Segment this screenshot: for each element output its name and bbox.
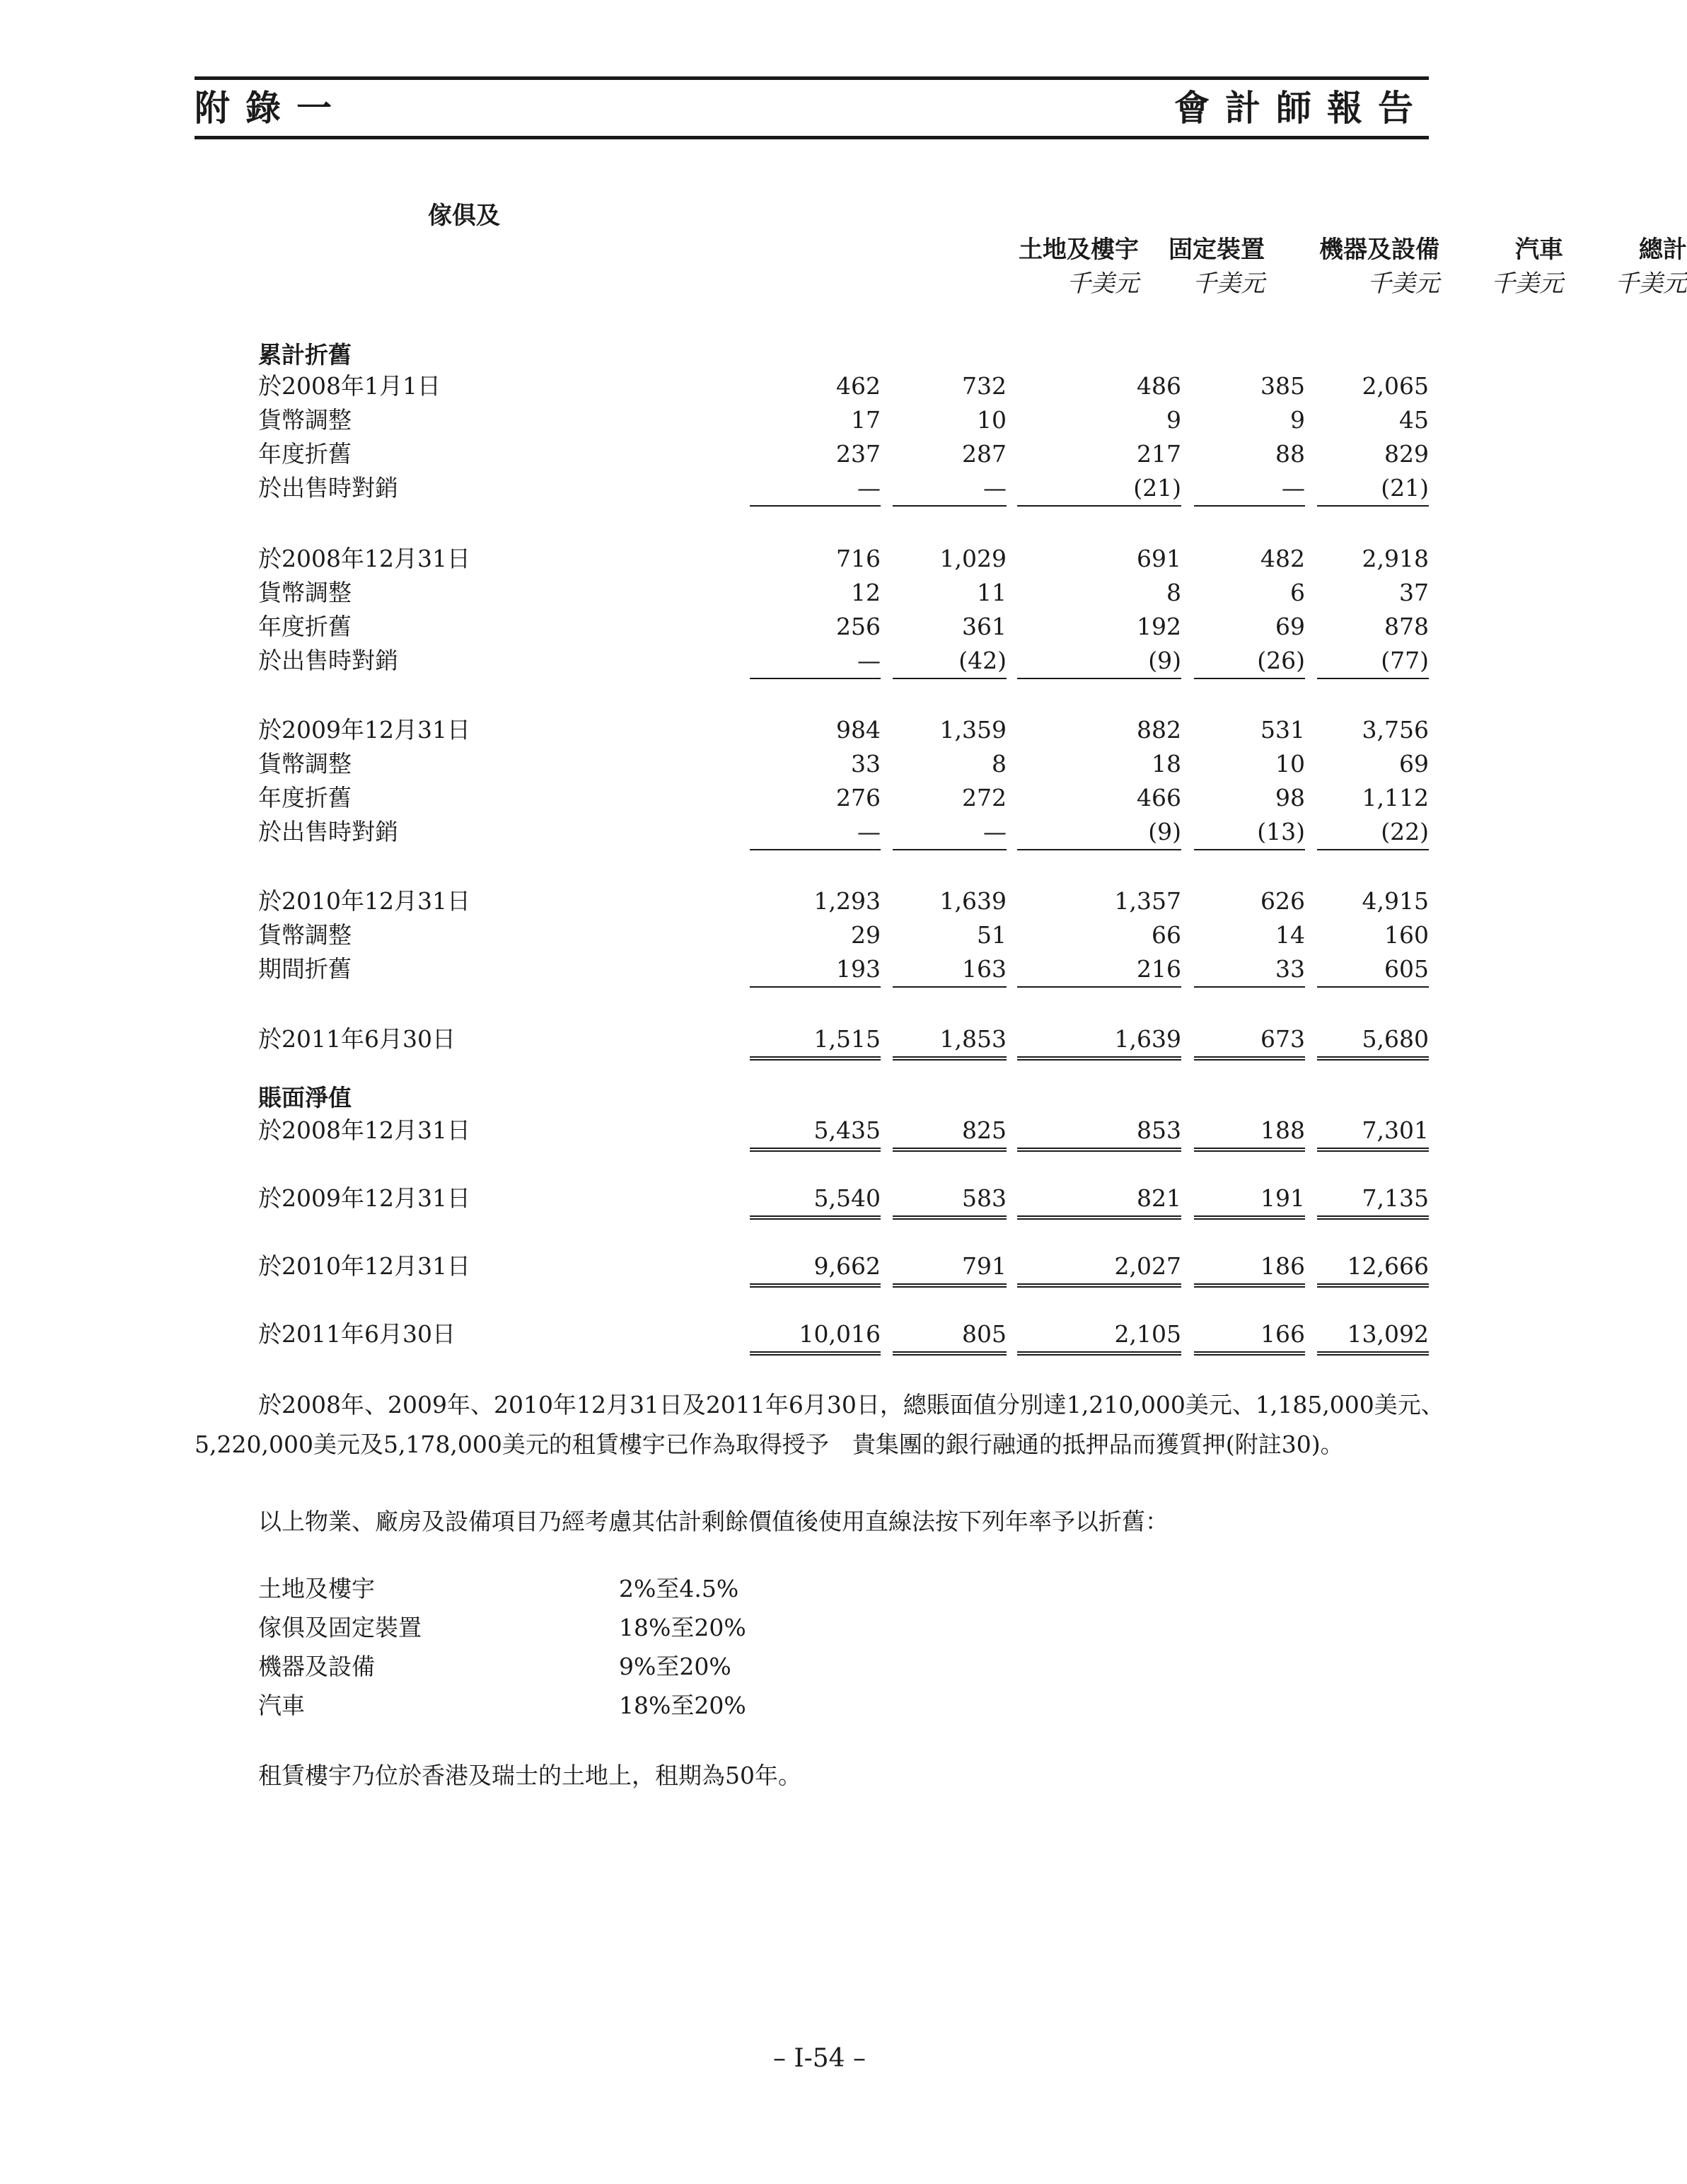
cell-value: 10,016	[750, 1317, 881, 1356]
cell-value: 691	[1137, 545, 1181, 572]
cell-value: 287	[962, 440, 1007, 468]
cell-value: 186	[1194, 1249, 1305, 1288]
table-row	[258, 1249, 1429, 1283]
cell-value: 12	[851, 579, 881, 606]
table-row	[258, 1022, 1429, 1056]
cell-value: 486	[1137, 372, 1181, 400]
row-label: 貨幣調整	[258, 579, 352, 606]
rate-value: 18%至20%	[619, 1692, 746, 1719]
cell-value: 237	[836, 440, 881, 468]
cell-value: 791	[893, 1249, 1007, 1288]
table-row	[258, 644, 1429, 678]
col-unit-land: 千美元	[1067, 270, 1139, 298]
table-row	[258, 1114, 1429, 1148]
rate-value: 9%至20%	[619, 1653, 731, 1680]
cell-value: 605	[1317, 952, 1429, 988]
cell-value: 29	[851, 921, 881, 949]
cell-value: 3,756	[1362, 716, 1429, 744]
table-row	[258, 918, 1429, 952]
table-row	[258, 747, 1429, 781]
cell-value: 33	[851, 750, 881, 778]
row-label: 於2008年1月1日	[258, 372, 441, 400]
cell-value: 9	[1166, 406, 1181, 434]
row-label: 貨幣調整	[258, 921, 352, 949]
cell-value: 192	[1137, 613, 1181, 640]
row-label: 於2009年12月31日	[258, 716, 470, 744]
row-label: 於出售時對銷	[258, 818, 398, 845]
row-label: 於2008年12月31日	[258, 1116, 470, 1144]
cell-value: 10	[977, 406, 1007, 434]
cell-value: 33	[1194, 952, 1305, 988]
col-unit-machinery: 千美元	[1367, 270, 1439, 298]
cell-value: 1,515	[750, 1022, 881, 1061]
cell-value: (9)	[1017, 815, 1181, 850]
row-label: 於2008年12月31日	[258, 545, 470, 572]
cell-value: 1,293	[813, 887, 881, 915]
cell-value: 878	[1384, 613, 1429, 640]
table-row	[258, 576, 1429, 610]
cell-value: 821	[1017, 1181, 1181, 1220]
cell-value: 272	[962, 784, 1007, 811]
header-rule-top	[195, 76, 1429, 80]
rate-value: 2%至4.5%	[619, 1575, 739, 1602]
cell-value: 732	[962, 372, 1007, 400]
cell-value: 256	[836, 613, 881, 640]
cell-value: 361	[962, 613, 1007, 640]
rate-label: 土地及樓宇	[258, 1575, 375, 1602]
cell-value: 51	[977, 921, 1007, 949]
cell-value: 385	[1260, 372, 1305, 400]
rate-label: 傢俱及固定裝置	[258, 1614, 422, 1641]
rate-label: 機器及設備	[258, 1653, 375, 1680]
pledge-paragraph-line2: 5,220,000美元及5,178,000美元的租賃樓宇已作為取得授予 貴集團的銀行融通的抵押品而獲質押(附註30)。	[195, 1431, 1344, 1458]
header-rule-bottom	[195, 136, 1429, 139]
cell-value: 2,027	[1017, 1249, 1181, 1288]
cell-value: 13,092	[1317, 1317, 1429, 1356]
cell-value: —	[1194, 471, 1305, 507]
cell-value: 716	[836, 545, 881, 572]
cell-value: 5,435	[750, 1114, 881, 1152]
cell-value: 17	[851, 406, 881, 434]
table-row	[258, 403, 1429, 437]
cell-value: —	[750, 815, 881, 850]
cell-value: 805	[893, 1317, 1007, 1356]
table-row	[258, 542, 1429, 576]
table-row	[258, 884, 1429, 918]
cell-value: 1,853	[893, 1022, 1007, 1061]
cell-value: 4,915	[1362, 887, 1429, 915]
cell-value: 5,540	[750, 1181, 881, 1220]
cell-value: 11	[977, 579, 1007, 606]
cell-value: 9,662	[750, 1249, 881, 1288]
table-row	[258, 1317, 1429, 1351]
row-label: 於2011年6月30日	[258, 1025, 456, 1053]
cell-value: (77)	[1317, 644, 1429, 679]
row-label: 期間折舊	[258, 955, 352, 983]
row-label: 貨幣調整	[258, 750, 352, 778]
cell-value: 166	[1194, 1317, 1305, 1356]
cell-value: 1,029	[939, 545, 1007, 572]
cell-value: (9)	[1017, 644, 1181, 679]
cell-value: 583	[893, 1181, 1007, 1220]
cell-value: 6	[1290, 579, 1305, 606]
col-header-furniture: 固定裝置	[1169, 236, 1265, 264]
report-title: 會計師報告	[1174, 87, 1429, 129]
cell-value: 462	[836, 372, 881, 400]
table-row	[258, 471, 1429, 505]
cell-value: 66	[1152, 921, 1181, 949]
cell-value: 12,666	[1317, 1249, 1429, 1288]
row-label: 年度折舊	[258, 784, 352, 811]
cell-value: 14	[1275, 921, 1305, 949]
cell-value: 626	[1260, 887, 1305, 915]
table-row	[258, 369, 1429, 403]
cell-value: 531	[1260, 716, 1305, 744]
col-header-machinery: 機器及設備	[1319, 236, 1439, 264]
cell-value: 69	[1399, 750, 1429, 778]
cell-value: 829	[1384, 440, 1429, 468]
cell-value: (42)	[893, 644, 1007, 679]
table-row	[258, 815, 1429, 849]
cell-value: 276	[836, 784, 881, 811]
cell-value: 18	[1152, 750, 1181, 778]
cell-value: 7,135	[1317, 1181, 1429, 1220]
cell-value: (21)	[1017, 471, 1181, 507]
section-accumulated-depreciation: 累計折舊	[258, 341, 352, 369]
table-row	[258, 610, 1429, 644]
cell-value: (21)	[1317, 471, 1429, 507]
cell-value: 1,359	[939, 716, 1007, 744]
row-label: 於2009年12月31日	[258, 1184, 470, 1212]
cell-value: 193	[750, 952, 881, 988]
cell-value: 2,105	[1017, 1317, 1181, 1356]
cell-value: 163	[893, 952, 1007, 988]
table-row	[258, 781, 1429, 815]
row-label: 於出售時對銷	[258, 474, 398, 502]
col-header-furniture-line1: 傢俱及	[428, 202, 500, 230]
cell-value: 482	[1260, 545, 1305, 572]
cell-value: 7,301	[1317, 1114, 1429, 1152]
cell-value: 69	[1275, 613, 1305, 640]
cell-value: 1,112	[1362, 784, 1429, 811]
table-row	[258, 952, 1429, 986]
cell-value: 160	[1384, 921, 1429, 949]
col-unit-vehicles: 千美元	[1491, 270, 1563, 298]
cell-value: 466	[1137, 784, 1181, 811]
row-label: 於2011年6月30日	[258, 1320, 456, 1348]
section-net-book-value: 賬面淨值	[258, 1084, 352, 1111]
row-label: 年度折舊	[258, 440, 352, 468]
pledge-paragraph-line1: 於2008年、2009年、2010年12月31日及2011年6月30日，總賬面值分別達1,210,000美元、1,185,000美元、	[258, 1391, 1444, 1419]
cell-value: 216	[1017, 952, 1181, 988]
cell-value: 88	[1275, 440, 1305, 468]
col-unit-furniture: 千美元	[1193, 270, 1265, 298]
cell-value: 673	[1194, 1022, 1305, 1061]
col-unit-total: 千美元	[1615, 270, 1687, 298]
table-row	[258, 713, 1429, 747]
cell-value: 882	[1137, 716, 1181, 744]
row-label: 於2010年12月31日	[258, 887, 470, 915]
row-label: 於出售時對銷	[258, 647, 398, 674]
cell-value: (26)	[1194, 644, 1305, 679]
cell-value: 9	[1290, 406, 1305, 434]
col-header-land: 土地及樓宇	[1019, 236, 1139, 264]
cell-value: 10	[1275, 750, 1305, 778]
cell-value: —	[750, 471, 881, 507]
page-number: – I-54 –	[772, 2044, 866, 2073]
cell-value: 98	[1275, 784, 1305, 811]
cell-value: 853	[1017, 1114, 1181, 1152]
cell-value: —	[750, 644, 881, 679]
cell-value: 37	[1399, 579, 1429, 606]
cell-value: 1,639	[1017, 1022, 1181, 1061]
cell-value: 191	[1194, 1181, 1305, 1220]
depreciation-method-paragraph: 以上物業、廠房及設備項目乃經考慮其估計剩餘價值後使用直線法按下列年率予以折舊：	[258, 1508, 1169, 1535]
cell-value: 825	[893, 1114, 1007, 1152]
row-label: 貨幣調整	[258, 406, 352, 434]
cell-value: 8	[992, 750, 1007, 778]
rate-value: 18%至20%	[619, 1614, 746, 1641]
cell-value: 45	[1399, 406, 1429, 434]
cell-value: (13)	[1194, 815, 1305, 850]
table-row	[258, 1181, 1429, 1215]
cell-value: 1,639	[939, 887, 1007, 915]
cell-value: 984	[836, 716, 881, 744]
cell-value: 8	[1166, 579, 1181, 606]
lease-term-paragraph: 租賃樓宇乃位於香港及瑞士的土地上，租期為50年。	[258, 1762, 801, 1789]
col-header-vehicles: 汽車	[1515, 236, 1563, 264]
table-row	[258, 437, 1429, 471]
row-label: 於2010年12月31日	[258, 1252, 470, 1280]
row-label: 年度折舊	[258, 613, 352, 640]
cell-value: 188	[1194, 1114, 1305, 1152]
cell-value: 5,680	[1317, 1022, 1429, 1061]
cell-value: —	[893, 815, 1007, 850]
rate-label: 汽車	[258, 1692, 305, 1719]
col-header-total: 總計	[1639, 236, 1687, 264]
cell-value: 1,357	[1114, 887, 1181, 915]
cell-value: 217	[1137, 440, 1181, 468]
cell-value: 2,918	[1362, 545, 1429, 572]
cell-value: 2,065	[1362, 372, 1429, 400]
cell-value: —	[893, 471, 1007, 507]
cell-value: (22)	[1317, 815, 1429, 850]
appendix-title: 附錄一	[195, 87, 347, 129]
